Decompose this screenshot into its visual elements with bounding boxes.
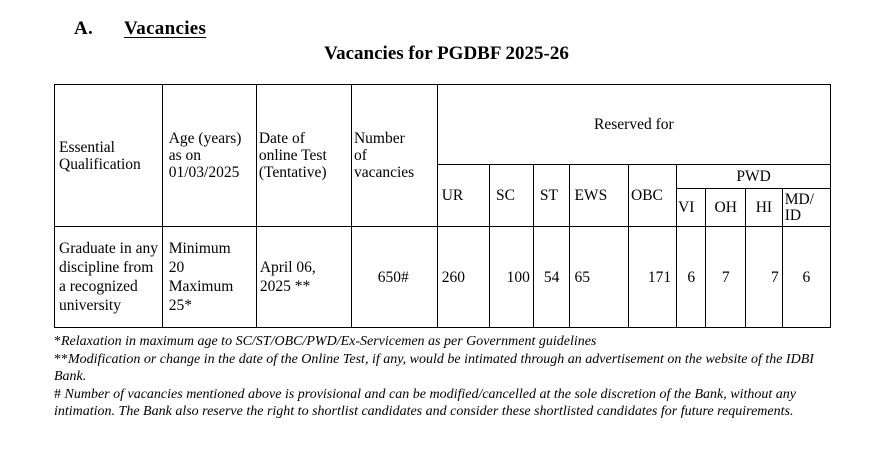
header-date-line: Date of bbox=[258, 130, 305, 147]
header-number-line: vacancies bbox=[353, 164, 415, 181]
cell-sc: 100 bbox=[489, 227, 533, 328]
header-pwd: PWD bbox=[677, 165, 831, 189]
header-reserved-for: Reserved for bbox=[437, 85, 830, 165]
footnote bbox=[54, 333, 832, 351]
cell-age-line: Maximum bbox=[168, 278, 234, 295]
header-ews: EWS bbox=[570, 165, 629, 227]
cell-hi: 7 bbox=[746, 227, 783, 328]
cell-ews: 65 bbox=[570, 227, 629, 328]
footnote bbox=[54, 386, 832, 421]
header-obc: OBC bbox=[629, 165, 677, 227]
cell-vi: 6 bbox=[677, 227, 706, 328]
header-date-line: online Test bbox=[258, 147, 327, 164]
cell-st: 54 bbox=[533, 227, 570, 328]
cell-qualification: Graduate in any discipline from a recognized university bbox=[55, 227, 163, 328]
footnote-text: Number of vacancies mentioned above is provisional and can be modified/cancelled at the sole discretion of the Bank, without any intimation. The Bank also reserve the right to shortlist candidates and consider these shortlisted candidates for future requirements. bbox=[54, 386, 796, 419]
header-number-line: Number bbox=[353, 130, 405, 147]
cell-age bbox=[162, 227, 256, 328]
header-st: ST bbox=[533, 165, 570, 227]
section-title: Vacancies bbox=[124, 18, 207, 39]
footnote-mark: # bbox=[54, 386, 61, 402]
cell-age-line: 25* bbox=[168, 297, 192, 314]
header-date bbox=[256, 85, 351, 227]
cell-number: 650# bbox=[351, 227, 437, 328]
cell-obc: 171 bbox=[629, 227, 677, 328]
header-md-id: MD/ ID bbox=[782, 189, 830, 227]
cell-oh: 7 bbox=[706, 227, 746, 328]
header-qualification bbox=[55, 85, 163, 227]
table-header-row-1 bbox=[55, 85, 831, 165]
header-age bbox=[162, 85, 256, 227]
header-vi: VI bbox=[677, 189, 706, 227]
header-ur: UR bbox=[437, 165, 489, 227]
footnote-mark: ** bbox=[54, 351, 68, 367]
header-hi: HI bbox=[746, 189, 783, 227]
footnotes bbox=[54, 333, 832, 421]
header-number-line: of bbox=[353, 147, 367, 164]
cell-date bbox=[256, 227, 351, 328]
footnote bbox=[54, 351, 832, 386]
header-oh: OH bbox=[706, 189, 746, 227]
footnote-text: Modification or change in the date of the Online Test, if any, would be intimated through an advertisement on the website of the IDBI Bank. bbox=[54, 351, 814, 384]
cell-age-line: 20 bbox=[168, 259, 185, 276]
cell-age-line: Minimum bbox=[168, 240, 231, 257]
footnote-text: Relaxation in maximum age to SC/ST/OBC/PWD/Ex-Servicemen as per Government guidelines bbox=[61, 334, 597, 349]
cell-date-line: 2025 ** bbox=[259, 278, 311, 295]
table-row bbox=[55, 227, 831, 328]
table-title: Vacancies for PGDBF 2025-26 bbox=[324, 43, 569, 64]
section-heading bbox=[74, 18, 206, 40]
header-sc: SC bbox=[489, 165, 533, 227]
header-qualification-line: Essential bbox=[59, 138, 115, 156]
header-age-line: 01/03/2025 bbox=[168, 164, 240, 181]
header-number bbox=[351, 85, 437, 227]
header-qualification-line: Qualification bbox=[59, 155, 141, 173]
header-age-line: as on bbox=[168, 147, 201, 164]
section-letter: A. bbox=[74, 18, 94, 39]
vacancies-table bbox=[54, 84, 831, 328]
header-age-line: Age (years) bbox=[168, 130, 242, 147]
cell-ur: 260 bbox=[437, 227, 489, 328]
cell-date-line: April 06, bbox=[259, 259, 316, 276]
header-date-line: (Tentative) bbox=[258, 164, 327, 181]
cell-md-id: 6 bbox=[782, 227, 830, 328]
footnote-mark: * bbox=[54, 334, 61, 349]
